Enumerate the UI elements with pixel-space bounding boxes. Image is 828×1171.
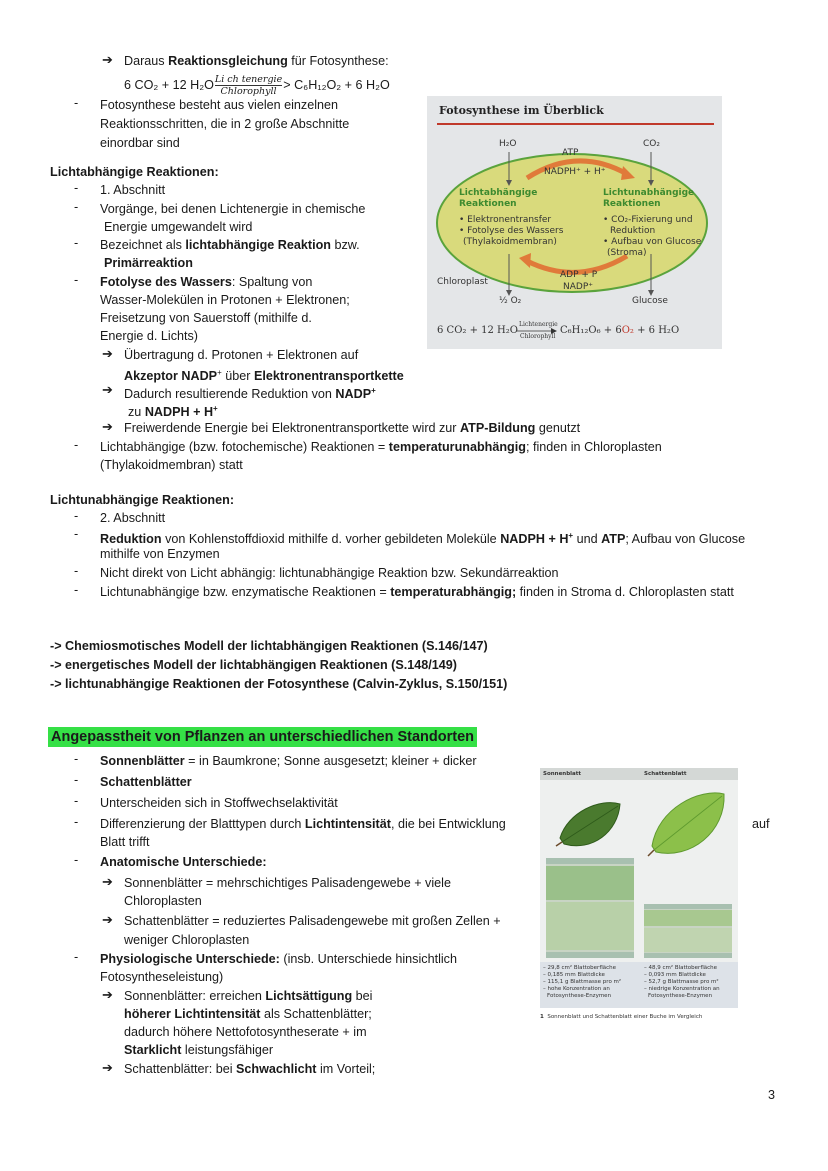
bullet-text: Lichtabhängige (bzw. fotochemische) Reaktionen = temperaturunabhängig; finden in Chloroplasten [100,440,662,454]
bullet-text: Vorgänge, bei denen Lichtenergie in chemische [100,202,366,216]
bullet-text: Fotolyse des Wassers: Spaltung von [100,275,313,289]
dark-reactions-title: Lichtunabhängige [603,188,695,198]
bullet-text: Reaktionsschritten, die in 2 große Abschnitte [100,117,350,131]
bullet-dash: - [74,509,79,523]
arrow-text: Starklicht leistungsfähiger [124,1043,274,1057]
reference-link: -> energetisches Modell der lichtabhängigen Reaktionen (S.148/149) [50,658,457,672]
bullet-dash: - [74,773,79,787]
arrow-text: Übertragung d. Protonen + Elektronen auf [124,348,359,362]
arrow-icon: ➔ [102,52,113,67]
figure-caption: 1 Sonnenblatt und Schattenblatt einer Buche im Vergleich [540,1014,703,1020]
adp-label: ADP + P [560,270,598,280]
bullet-text: Freisetzung von Sauerstoff (mithilfe d. [100,311,312,325]
light-item: (Thylakoidmembran) [463,237,557,247]
co2-label: CO₂ [643,139,660,149]
bullet-text: Differenzierung der Blatttypen durch Lichtintensität, die bei Entwicklung [100,817,506,831]
arrow-text: Freiwerdende Energie bei Elektronentransportkette wird zur ATP-Bildung genutzt [124,421,581,435]
page-number: 3 [768,1088,776,1102]
sun-stat: – 0,185 mm Blattdicke [543,972,605,978]
atp-label: ATP [562,148,579,158]
arrow-text: Chloroplasten [124,894,202,908]
bullet-dash: - [74,438,79,452]
bullet-text: Energie d. Lichts) [100,329,199,343]
bullet-text: Energie umgewandelt wird [104,220,253,234]
diagram-equation-right: C₆H₁₂O₆ + 6O₂ + 6 H₂O [560,325,680,336]
shade-stat: – 0,093 mm Blattdicke [644,972,706,978]
photosynthesis-overview-figure [427,96,722,349]
dark-item: Reduktion [610,226,656,236]
section-heading-light: Lichtabhängige Reaktionen: [50,165,219,179]
dark-item: • CO₂-Fixierung und [603,215,693,225]
bullet-text: (Thylakoidmembran) statt [100,458,243,472]
shade-stat: – 52,7 g Blattmasse pro m² [644,979,719,985]
glucose-label: Glucose [632,296,668,306]
leaf-comparison-figure [540,768,738,1008]
figure-title: Fotosynthese im Überblick [439,104,604,117]
bullet-dash: - [74,950,79,964]
sun-stat: – 115,1 g Blattmasse pro m² [543,979,622,985]
bullet-text: auf [752,817,770,831]
shade-leaf-illustration [648,793,724,856]
leaf-illustrations [540,780,738,960]
arrow-icon: ➔ [102,912,113,927]
bullet-dash: - [74,273,79,287]
bullet-text: Physiologische Unterschiede: (insb. Unterschiede hinsichtlich [100,952,457,966]
light-item: • Elektronentransfer [459,215,552,225]
bullet-text: Schattenblätter [100,775,192,789]
sun-leaf-column-title: Sonnenblatt [543,771,582,777]
arrow-icon: ➔ [102,987,113,1002]
conclusion-line: Daraus Reaktionsgleichung für Fotosynthese: [124,54,389,68]
dark-item: (Stroma) [607,248,647,258]
arrow-text: dadurch höhere Nettofotosyntheserate + im [124,1025,367,1039]
diagram-equation-over: Lichtenergie [519,321,558,328]
arrow-text: Schattenblätter: bei Schwachlicht im Vorteil; [124,1062,376,1076]
shade-leaf-cross-section [644,904,732,958]
chloroplast-label: Chloroplast [437,277,488,287]
bullet-text: Bezeichnet als lichtabhängige Reaktion bzw. [100,238,360,252]
bullet-dash: - [74,815,79,829]
shade-stat: Fotosynthese-Enzymen [648,993,713,999]
bullet-text: Blatt trifft [100,835,150,849]
reference-link: -> lichtunabhängige Reaktionen der Fotosynthese (Calvin-Zyklus, S.150/151) [50,677,508,691]
bullet-dash: - [74,96,79,110]
shade-leaf-column-title: Schattenblatt [644,771,687,777]
arrow-text: Sonnenblätter: erreichen Lichtsättigung bei [124,989,373,1003]
arrow-text: Dadurch resultierende Reduktion von NADP+ [124,386,376,401]
bullet-text: einordbar sind [100,136,180,150]
diagram-equation-under: Chlorophyll [520,333,556,340]
arrow-icon: ➔ [102,874,113,889]
sun-stat: – hohe Konzentration an [543,986,610,992]
bullet-text: Lichtunabhängige bzw. enzymatische Reaktionen = temperaturabhängig; finden in Stroma d. Chloroplasten statt [100,585,734,599]
bullet-dash: - [74,794,79,808]
h2o-label: H₂O [499,139,517,149]
sun-leaf-cross-section [546,858,634,958]
sun-stat: Fotosynthese-Enzymen [547,993,612,999]
sun-stat: – 29,8 cm² Blattoberfläche [543,965,617,971]
bullet-dash: - [74,527,79,541]
light-reactions-title: Reaktionen [459,199,517,209]
bullet-dash: - [74,181,79,195]
section-heading-dark: Lichtunabhängige Reaktionen: [50,493,235,507]
bullet-dash: - [74,564,79,578]
dark-reactions-title: Reaktionen [603,199,661,209]
reference-link: -> Chemiosmotisches Modell der lichtabhängigen Reaktionen (S.146/147) [50,639,488,653]
nadp-label: NADP⁺ [563,282,593,292]
bullet-text: 2. Abschnitt [100,511,166,525]
bullet-text: Wasser-Molekülen in Protonen + Elektronen; [100,293,350,307]
bullet-dash: - [74,236,79,250]
bullet-text: Nicht direkt von Licht abhängig: lichtunabhängige Reaktion bzw. Sekundärreaktion [100,566,559,580]
arrow-icon: ➔ [102,346,113,361]
shade-stat: – 48,9 cm² Blattoberfläche [644,965,718,971]
dark-item: • Aufbau von Glucose [603,237,702,247]
light-reactions-title: Lichtabhängige [459,188,538,198]
diagram-equation-left: 6 CO₂ + 12 H₂O [437,325,518,336]
arrow-text: Sonnenblätter = mehrschichtiges Palisadengewebe + viele [124,876,451,890]
bullet-text: Primärreaktion [104,256,193,270]
sun-leaf-illustration [556,803,620,846]
arrow-text: höherer Lichtintensität als Schattenblätter; [124,1007,372,1021]
bullet-text: Unterscheiden sich in Stoffwechselaktivität [100,796,338,810]
bullet-text: mithilfe von Enzymen [100,547,220,561]
equation: 6 CO₂ + 12 H₂O Li ch tenergie Chlorophyll > C₆H₁₂O₂ + 6 H₂O [124,74,390,97]
bullet-text: Fotosynthese besteht aus vielen einzelnen [100,98,339,112]
arrow-text: Akzeptor NADP+ über Elektronentransportkette [124,368,404,383]
arrow-text: zu NADPH + H+ [128,404,218,419]
o2-label: ½ O₂ [499,296,522,306]
bullet-text: 1. Abschnitt [100,183,166,197]
arrow-icon: ➔ [102,1060,113,1075]
bullet-dash: - [74,752,79,766]
arrow-icon: ➔ [102,419,113,434]
bullet-dash: - [74,853,79,867]
arrow-text: Schattenblätter = reduziertes Palisadengewebe mit großen Zellen + [124,914,501,928]
arrow-text: weniger Chloroplasten [124,933,250,947]
bullet-text: Reduktion von Kohlenstoffdioxid mithilfe d. vorher gebildeten Moleküle NADPH + H+ und ATP; Aufbau von Glucose [100,531,746,546]
shade-stat: – niedrige Konzentration an [644,986,720,992]
arrow-icon: ➔ [102,382,113,397]
section-heading-adaptation: Angepasstheit von Pflanzen an unterschiedlichen Standorten [48,728,477,746]
bullet-text: Fotosyntheseleistung) [100,970,224,984]
bullet-dash: - [74,200,79,214]
light-item: • Fotolyse des Wassers [459,226,564,236]
bullet-text: Sonnenblätter = in Baumkrone; Sonne ausgesetzt; kleiner + dicker [100,754,477,768]
nadph-label: NADPH⁺ + H⁺ [544,167,606,177]
bullet-dash: - [74,583,79,597]
bullet-text: Anatomische Unterschiede: [100,855,267,869]
